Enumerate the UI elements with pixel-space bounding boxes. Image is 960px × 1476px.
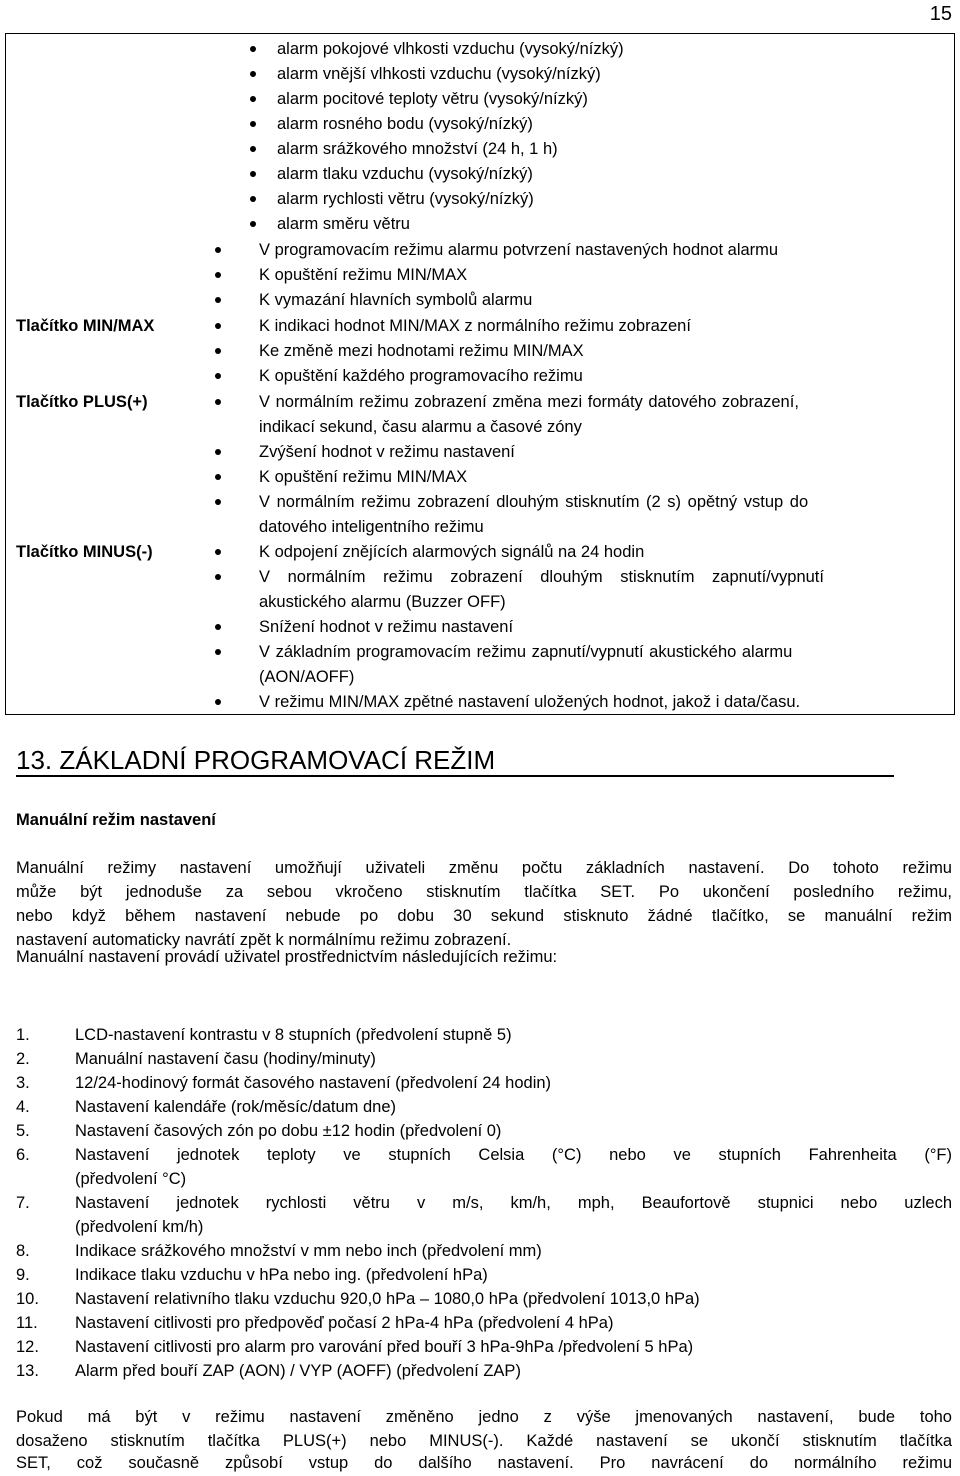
list-item: Nastavení časových zón po dobu ±12 hodin (předvolení 0)	[75, 1122, 502, 1140]
paragraph-line: dosaženo stisknutím tlačítka PLUS(+) nebo MINUS(-). Každé nastavení se ukončí stisknutím tlačítka	[16, 1432, 952, 1450]
bullet-icon	[215, 699, 221, 705]
bullet-icon	[215, 499, 221, 505]
list-number: 12.	[16, 1338, 39, 1356]
list-item: Nastavení citlivosti pro předpověď počasí 2 hPa-4 hPa (předvolení 4 hPa)	[75, 1314, 614, 1332]
list-item-continuation: (předvolení °C)	[75, 1170, 187, 1188]
plus-button-label: Tlačítko PLUS(+)	[16, 393, 148, 411]
function-item: Snížení hodnot v režimu nastavení	[259, 618, 514, 636]
bullet-icon	[250, 221, 256, 227]
bullet-icon	[215, 297, 221, 303]
minmax-button-label: Tlačítko MIN/MAX	[16, 317, 155, 335]
alarm-subitem: alarm tlaku vzduchu (vysoký/nízký)	[277, 165, 533, 183]
section-subheading: Manuální režim nastavení	[16, 811, 216, 829]
list-item: Nastavení citlivosti pro alarm pro varování před bouří 3 hPa-9hPa /předvolení 5 hPa)	[75, 1338, 694, 1356]
list-item: Nastavení jednotek rychlosti větru v m/s, km/h, mph, Beaufortově stupnici nebo uzlech	[75, 1194, 952, 1212]
function-item: K opuštění každého programovacího režimu	[259, 367, 583, 385]
minus-button-label: Tlačítko MINUS(-)	[16, 543, 153, 561]
bullet-icon	[215, 373, 221, 379]
function-item: V normálním režimu zobrazení změna mezi formáty datového zobrazení,	[259, 393, 799, 411]
list-item: Indikace srážkového množství v mm nebo inch (předvolení mm)	[75, 1242, 542, 1260]
function-item: K indikaci hodnot MIN/MAX z normálního režimu zobrazení	[259, 317, 691, 335]
bullet-icon	[215, 272, 221, 278]
paragraph-intro: Manuální nastavení provádí uživatel prostřednictvím následujících režimu:	[16, 948, 558, 966]
function-item-continuation: akustického alarmu (Buzzer OFF)	[259, 593, 506, 611]
page-number: 15	[929, 3, 952, 25]
paragraph-line: může být jednoduše za sebou vkročeno stisknutím tlačítka SET. Po ukončení posledního režimu,	[16, 883, 952, 901]
list-number: 13.	[16, 1362, 39, 1380]
function-item-continuation: (AON/AOFF)	[259, 668, 355, 686]
function-item: K opuštění režimu MIN/MAX	[259, 266, 468, 284]
paragraph-line: Pokud má být v režimu nastavení změněno jedno z výše jmenovaných nastavení, bude toho	[16, 1408, 952, 1426]
function-item: V programovacím režimu alarmu potvrzení nastavených hodnot alarmu	[259, 241, 779, 259]
list-item: Nastavení jednotek teploty ve stupních Celsia (°C) nebo ve stupních Fahrenheita (°F)	[75, 1146, 952, 1164]
function-item: V režimu MIN/MAX zpětné nastavení uložených hodnot, jakož i data/času.	[259, 693, 801, 711]
list-number: 5.	[16, 1122, 30, 1140]
function-item: Ke změně mezi hodnotami režimu MIN/MAX	[259, 342, 584, 360]
bullet-icon	[250, 71, 256, 77]
function-item: K odpojení znějících alarmových signálů na 24 hodin	[259, 543, 645, 561]
alarm-subitem: alarm rychlosti větru (vysoký/nízký)	[277, 190, 534, 208]
bullet-icon	[215, 574, 221, 580]
list-number: 4.	[16, 1098, 30, 1116]
bullet-icon	[250, 196, 256, 202]
list-number: 7.	[16, 1194, 30, 1212]
bullet-icon	[250, 121, 256, 127]
bullet-icon	[215, 649, 221, 655]
alarm-subitem: alarm pocitové teploty větru (vysoký/nízký)	[277, 90, 588, 108]
alarm-subitem: alarm vnější vlhkosti vzduchu (vysoký/nízký)	[277, 65, 601, 83]
paragraph-line: nebo když během nastavení nebude po dobu 30 sekund stisknuto žádné tlačítko, se manuální režim	[16, 907, 952, 925]
list-number: 1.	[16, 1026, 30, 1044]
bullet-icon	[250, 171, 256, 177]
bullet-icon	[215, 247, 221, 253]
function-item: V normálním režimu zobrazení dlouhým stisknutím zapnutí/vypnutí	[259, 568, 824, 586]
function-item: K vymazání hlavních symbolů alarmu	[259, 291, 533, 309]
function-item: V normálním režimu zobrazení dlouhým stisknutím (2 s) opětný vstup do	[259, 493, 809, 511]
bullet-icon	[215, 624, 221, 630]
list-item: Nastavení relativního tlaku vzduchu 920,0 hPa – 1080,0 hPa (předvolení 1013,0 hPa)	[75, 1290, 700, 1308]
bullet-icon	[250, 146, 256, 152]
section-heading: 13. ZÁKLADNÍ PROGRAMOVACÍ REŽIM	[16, 745, 496, 775]
bullet-icon	[215, 549, 221, 555]
function-item: V základním programovacím režimu zapnutí/vypnutí akustického alarmu	[259, 643, 793, 661]
alarm-subitem: alarm rosného bodu (vysoký/nízký)	[277, 115, 533, 133]
bullet-icon	[215, 323, 221, 329]
list-number: 10.	[16, 1290, 39, 1308]
list-item: Manuální nastavení času (hodiny/minuty)	[75, 1050, 376, 1068]
list-item: LCD-nastavení kontrastu v 8 stupních (předvolení stupně 5)	[75, 1026, 512, 1044]
paragraph-line: Manuální režimy nastavení umožňují uživateli změnu počtu základních nastavení. Do tohoto režimu	[16, 859, 952, 877]
list-item: 12/24-hodinový formát časového nastavení (předvolení 24 hodin)	[75, 1074, 552, 1092]
list-number: 3.	[16, 1074, 30, 1092]
function-item-continuation: datového inteligentního režimu	[259, 518, 484, 536]
list-item: Nastavení kalendáře (rok/měsíc/datum dne)	[75, 1098, 396, 1116]
alarm-subitem: alarm směru větru	[277, 215, 410, 233]
bullet-icon	[250, 96, 256, 102]
function-item-continuation: indikací sekund, času alarmu a časové zóny	[259, 418, 582, 436]
list-number: 6.	[16, 1146, 30, 1164]
function-item: Zvýšení hodnot v režimu nastavení	[259, 443, 515, 461]
alarm-subitem: alarm pokojové vlhkosti vzduchu (vysoký/nízký)	[277, 40, 624, 58]
list-number: 2.	[16, 1050, 30, 1068]
list-item: Alarm před bouří ZAP (AON) / VYP (AOFF) (předvolení ZAP)	[75, 1362, 521, 1380]
paragraph-line: nastavení automaticky navrátí zpět k normálnímu režimu zobrazení.	[16, 931, 512, 949]
paragraph-line: SET, což současně způsobí vstup do dalšího nastavení. Pro navrácení do normálního režimu	[16, 1454, 952, 1472]
function-item: K opuštění režimu MIN/MAX	[259, 468, 468, 486]
list-item: Indikace tlaku vzduchu v hPa nebo ing. (předvolení hPa)	[75, 1266, 488, 1284]
bullet-icon	[215, 399, 221, 405]
list-number: 9.	[16, 1266, 30, 1284]
bullet-icon	[215, 449, 221, 455]
list-item-continuation: (předvolení km/h)	[75, 1218, 204, 1236]
list-number: 8.	[16, 1242, 30, 1260]
list-number: 11.	[16, 1314, 38, 1332]
heading-underline	[16, 775, 894, 777]
bullet-icon	[215, 348, 221, 354]
alarm-subitem: alarm srážkového množství (24 h, 1 h)	[277, 140, 558, 158]
bullet-icon	[250, 46, 256, 52]
bullet-icon	[215, 474, 221, 480]
